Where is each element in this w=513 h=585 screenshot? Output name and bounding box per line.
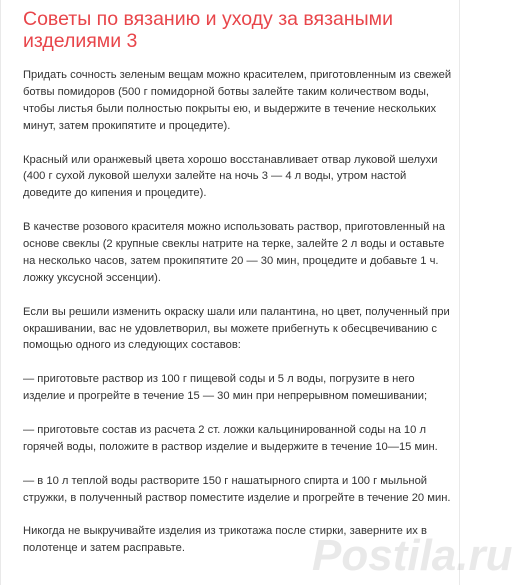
list-item: — приготовьте состав из расчета 2 ст. ложки кальцинированной соды на 10 л горячей воды, положите в раствор изделие и выдержите в течение 10—15 мин. [23,423,438,453]
article-title: Советы по вязанию и уходу за вязаными изделиями 3 [23,8,393,52]
article-paragraph: Никогда не выкручивайте изделия из трикотажа после стирки, заверните их в полотенце и затем расправьте. [23,525,427,555]
article-paragraph: В качестве розового красителя можно использовать раствор, приготовленный на основе свеклы (2 крупные свеклы натрите на терке, залейте 2 л воды и оставьте на несколько часов, затем прокипятите 20 — 30 мин, процедите и добавьте 1 ч. ложку уксусной эссенции). [23,221,445,284]
list-item: — приготовьте раствор из 100 г пищевой соды и 5 л воды, погрузите в него изделие и прогрейте в течение 15 — 30 мин при непрерывном помешивании; [23,373,428,403]
article-body [23,67,453,574]
article-paragraph: Если вы решили изменить окраску шали или палантина, но цвет, полученный при окрашивании, вас не удовлетворил, вы можете прибегнуть к обесцвечиванию с помощью одного из следующих составов: [23,305,450,352]
watermark-logo: Postila.ru [312,531,513,580]
list-item: — в 10 л теплой воды растворите 150 г нашатырного спирта и 100 г мыльной стружки, в полученный раствор поместите изделие и прогрейте в течение 20 мин. [23,474,451,504]
article-paragraph: Красный или оранжевый цвета хорошо восстанавливает отвар луковой шелухи (400 г сухой луковой шелухи залейте на ночь 3 — 4 л воды, утром настой доведите до кипения и процедите). [23,153,438,200]
article-paragraph: Придать сочность зеленым вещам можно красителем, приготовленным из свежей ботвы помидоров (500 г помидорной ботвы залейте таким количеством воды, чтобы листья были полностью покрыты ею, и выдержите в течение нескольких минут, затем прокипятите и процедите). [23,69,452,132]
